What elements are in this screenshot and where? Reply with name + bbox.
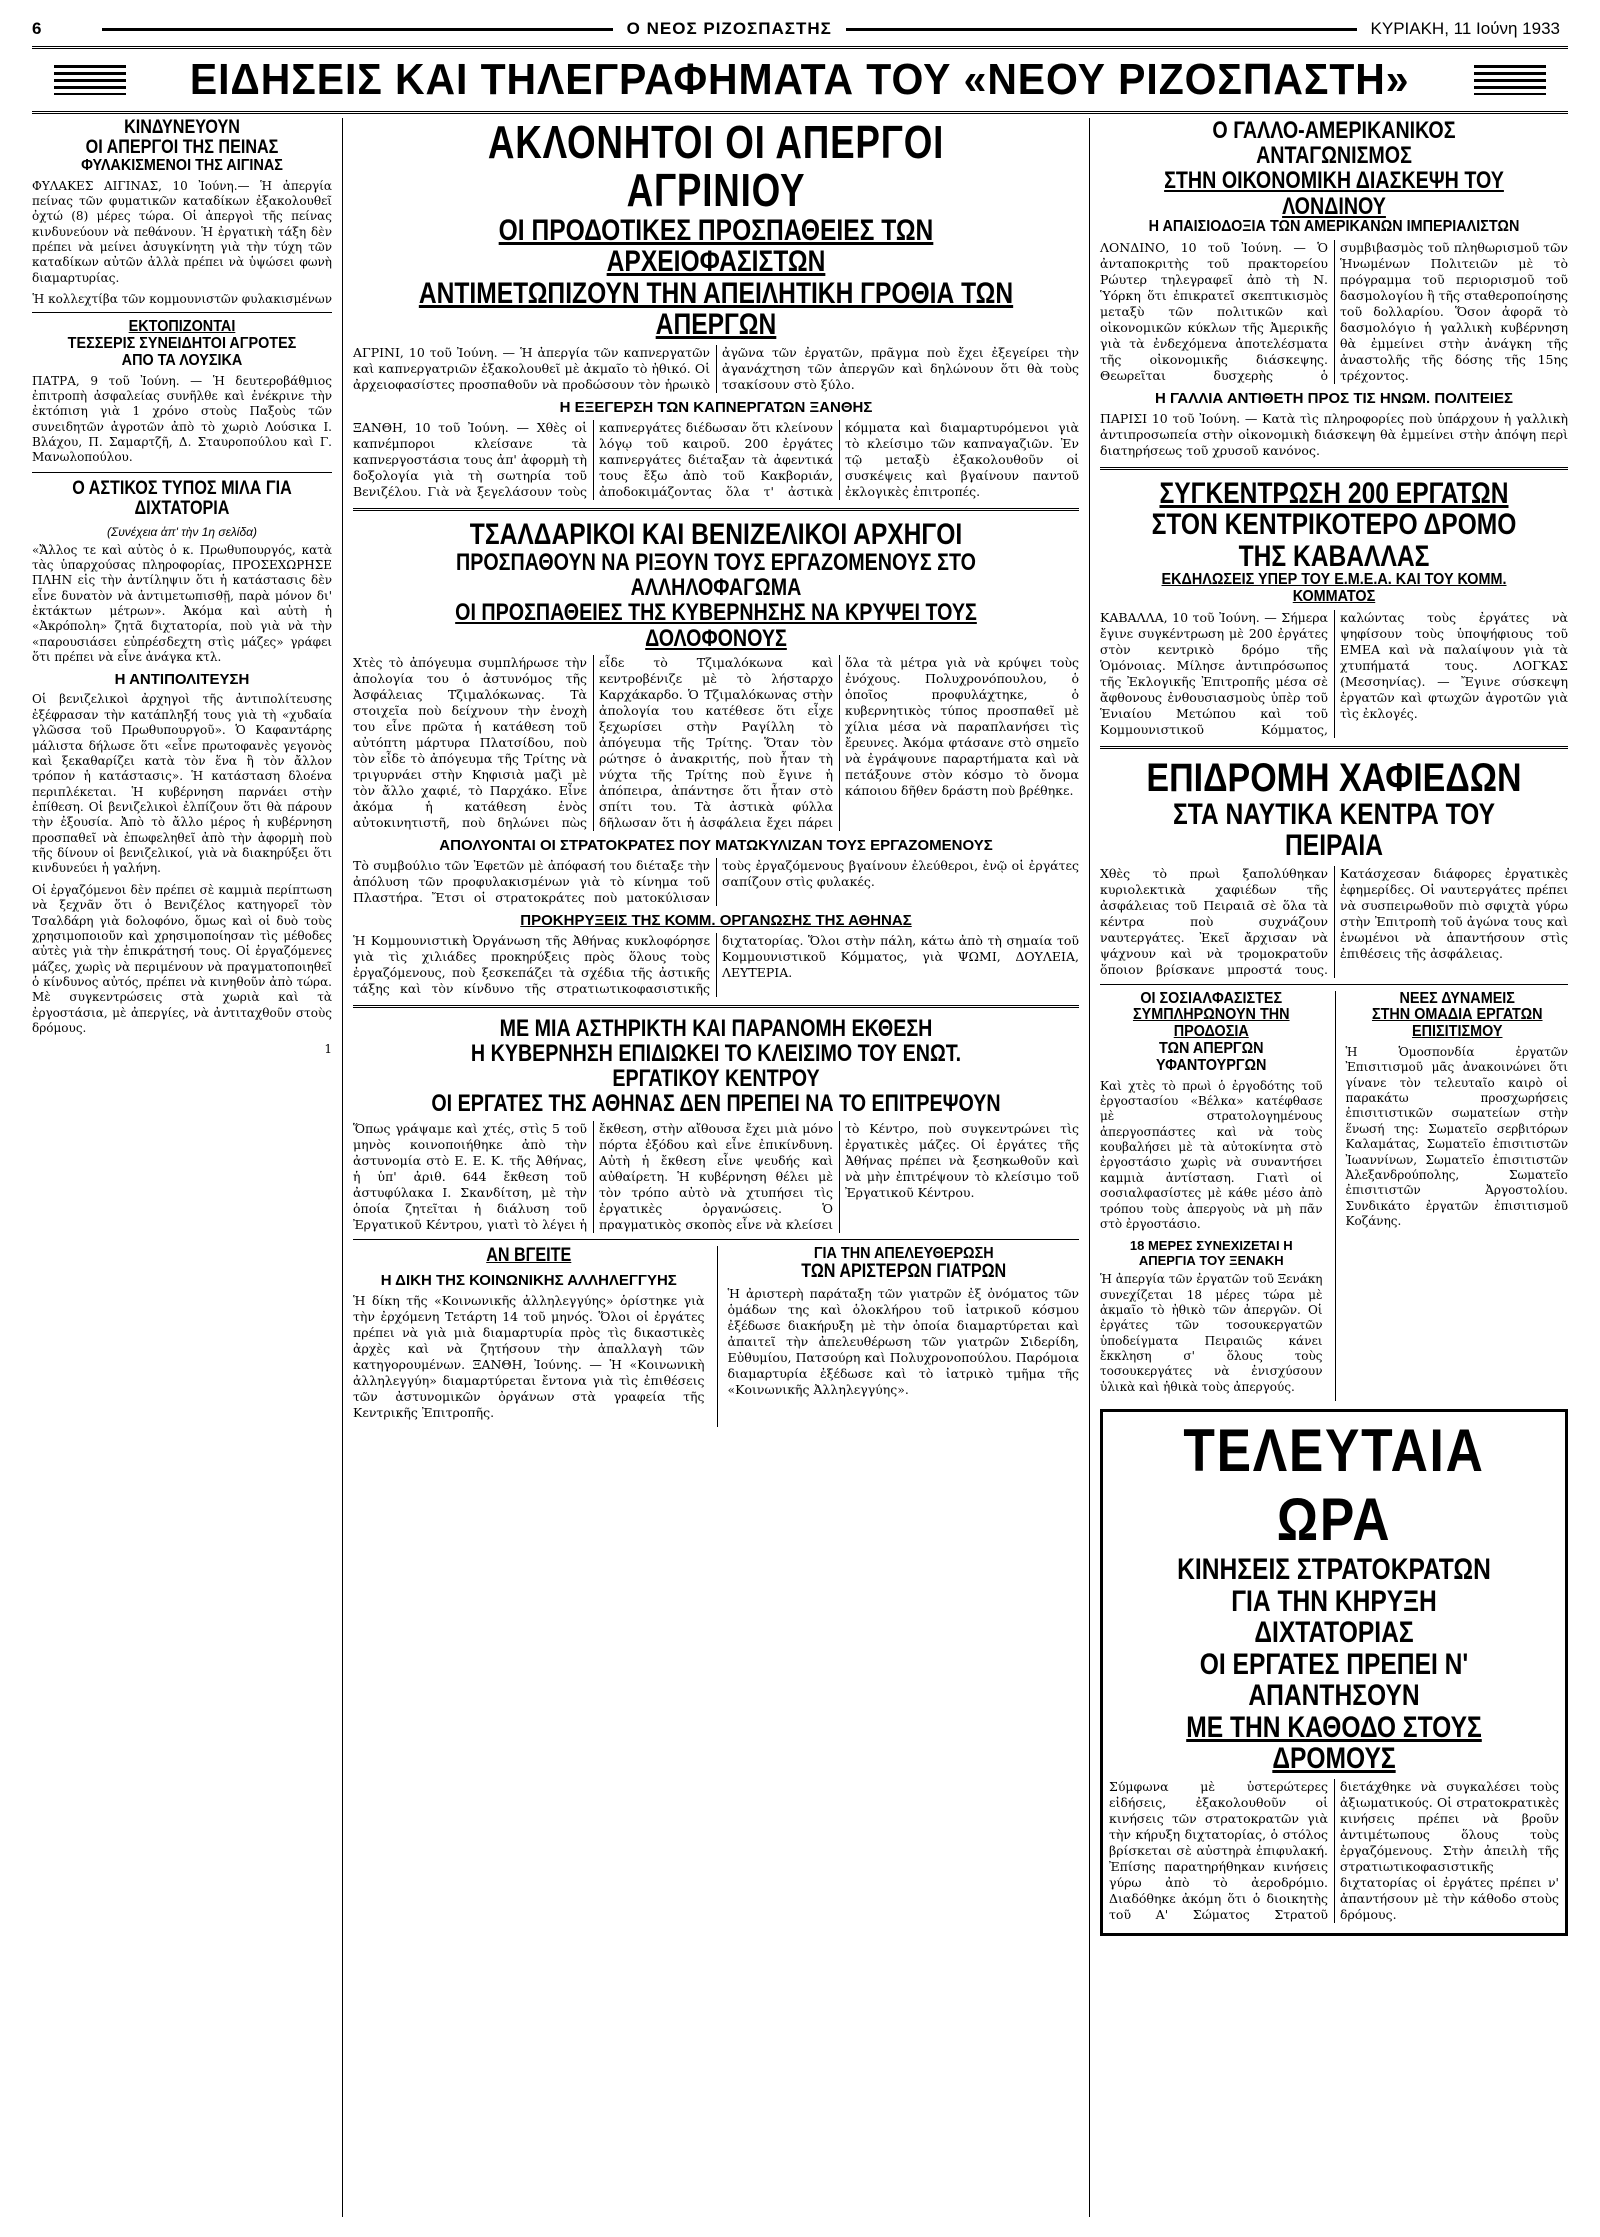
masthead-rule [846,28,1357,31]
article-police-raid [1100,757,1568,978]
article-title: Ο ΑΣΤΙΚΟΣ ΤΥΠΟΣ ΜΙΛΑ ΓΙΑ ΔΙΧΤΑΤΟΡΙΑ [72,477,292,519]
article-kavala-rally [1100,478,1568,738]
banner-bars-left [54,65,126,95]
article-new-forces [1335,991,1569,1401]
article-subtitle: ΤΩΝ ΑΡΙΣΤΕΡΩΝ ΓΙΑΤΡΩΝ [800,1261,1006,1283]
divider [353,1005,1079,1008]
article-body: Τὸ συμβούλιο τῶν Ἐφετῶν μὲ ἀπόφασή του διέταξε τὴν ἀπόλυση τῶν προφυλακισμένων γιὰ τὸ κίνημα τοῦ Πλαστήρα. Ἔτσι οἱ στρατοκράτες ποὺ ματοκύλισαν τοὺς ἐργαζόμενους βγαίνουν ἐλεύθεροι, ἐνῷ οἱ ἐργάτες σαπίζουν στὶς φυλακές. [353,857,1079,905]
masthead-bar [32,18,1568,40]
article-body: Ἡ Κομμουνιστικὴ Ὀργάνωση τῆς Ἀθήνας κυκλοφόρησε γιὰ τὶς χιλιάδες προκηρύξεις πρὸς ὅλους τοὺς ἐργαζόμενους, ποὺ ξεσκεπάζει τὰ σχέδια τῆς ἀστικῆς τάξης καὶ τὸν κίνδυνο τῆς στρατιωτικοφασιστικῆς διχτατορίας. Ὅλοι στὴν πάλη, κάτω ἀπὸ τὴ σημαία τοῦ Κομμουνιστικοῦ Κόμματος, γιὰ ΨΩΜΙ, ΔΟΥΛΕΙΑ, ΛΕΥΤΕΡΙΑ. [353,932,1079,996]
article-subtitle: ΓΙΑ ΤΗΝ ΚΗΡΥΞΗ ΔΙΧΤΑΤΟΡΙΑΣ [1231,1584,1437,1650]
article-body: Ὅπως γράψαμε καὶ χτές, στὶς 5 τοῦ μηνὸς κοινοποιήθηκε ἀπὸ τὴν ἀστυνομία στὸ Ε. Ε. Κ. τῆς Ἀθήνας, ἡ ὑπ' ἀριθ. 644 ἔκθεση τοῦ ἀστυφύλακα Ι. Σκανδίτση, μὲ τὴν ὁποία ζητεῖται ἡ διάλυση τοῦ Ἐργατικοῦ Κέντρου, γιατὶ τὸ λέγει ἡ ἔκθεση, στὴν αἴθουσα ἔχει μιὰ μόνο πόρτα ἐξόδου καὶ εἶνε ἐπικίνδυνη. Αὐτὴ ἡ ἔκθεση εἶνε ψευδής καὶ αὐθαίρετη. Ἡ κυβέρνηση θέλει μὲ τὸν τρόπο αὐτὸ νὰ χτυπήσει τὶς ἐργατικὲς ὀργανώσεις. Ὁ πραγματικὸς σκοπὸς εἶνε νὰ κλείσει τὸ Κέντρο, ποὺ συγκεντρώνει τὶς ἐργατικὲς μάζες. Οἱ ἐργάτες τῆς Ἀθήνας πρέπει νὰ ξεσηκωθοῦν καὶ νὰ μὴν ἐπιτρέψουν τὸ κλείσιμο τοῦ Ἐργατικοῦ Κέντρου. [353,1120,1079,1232]
article-subtitle: Η ΚΥΒΕΡΝΗΣΗ ΕΠΙΔΙΩΚΕΙ ΤΟ ΚΛΕΙΣΙΜΟ ΤΟΥ ΕΝΩΤ. ΕΡΓΑΤΙΚΟΥ ΚΕΝΤΡΟΥ [470,1040,962,1093]
article-body: Ἡ Ὁμοσπονδία ἐργατῶν Ἐπισιτισμοῦ μᾶς ἀνακοινώνει ὅτι γίνανε τὸν τελευταῖο καιρὸ οἱ παρακάτω προσχωρήσεις ἐπισιτιστικῶν σωματείων στὴν ἕνωσή της: Σωματεῖο σερβιτόρων Καλαμάτας, Σωματεῖο ἐπισιτιστῶν Ἰωαννίνων, Σωματεῖο ἐπισιτιστῶν Ἀλεξανδρούπολης, Σωματεῖο ἐπισιτιστῶν Ἀργοστολίου. Συνδικάτο ἐργατῶν ἐπισιτισμοῦ Κοζάνης. [1345,1045,1568,1228]
divider [1100,746,1568,749]
article-subtitle: ΣΤΑ ΝΑΥΤΙΚΑ ΚΕΝΤΡΑ ΤΟΥ ΠΕΙΡΑΙΑ [1172,797,1496,863]
continuation-note: (Συνέχεια ἀπ' τὴν 1η σελίδα) [107,524,257,539]
side-stories [1100,991,1568,1401]
article-title: ΣΥΓΚΕΝΤΡΩΣΗ 200 ΕΡΓΑΤΩΝ [1159,476,1509,510]
article-body: Ἡ ἀριστερὴ παράταξη τῶν γιατρῶν ἐξ ὀνόματος τῶν ὁμάδων της καὶ ὁλοκλήρου τοῦ ἰατρικοῦ κόσμου ἐξέδωσε διακήρυξη μὲ τὴν ὁποία διαμαρτύρεται καὶ ἀπαιτεῖ τὴν ἀπελευθέρωση τῶν γιατρῶν Σιδερίδη, Εὐθυμίου, Πατσούρη καὶ Πολυχρονοπούλου. Παρόμοια διαμαρτυρία ἐξέδωσε καὶ τὸ ἰατρικὸ τμῆμα τῆς «Κοινωνικῆς Ἀλληλεγγύης». [727,1286,1079,1398]
divider [1100,984,1568,985]
article-doctors-release [717,1246,1080,1427]
last-hour-title: ΤΕΛΕΥΤΑΙΑ ΩΡΑ [1183,1417,1485,1554]
article-social-fascists [1100,991,1323,1401]
section-heading: 18 ΜΕΡΕΣ ΣΥΝΕΧΙΖΕΤΑΙ Η ΑΠΕΡΓΙΑ ΤΟΥ ΞΕΝΑΚΗ [1129,1238,1293,1269]
article-body: ΞΑΝΘΗ, 10 τοῦ Ἰούνη. — Χθὲς οἱ καπνέμποροι κλείσανε τὰ καπνεργοστάσια τους ἀπ' ἀφορμὴ τὴ δοξολογία γιὰ τὴ σωτηρία τοῦ Βενιζέλου. Γιὰ νὰ ξεγελάσουν τοὺς καπνεργάτες διέδωσαν ὅτι κλείνουν λόγῳ τοῦ καιροῦ. 200 ἐργάτες καπνεργάτες διέταξαν τὰ ἀφεντικά τους ἔξω ἀπὸ τοῦ Κακβοριάν, ἀποδοκιμάζοντας ὅλα τ' ἀστικὰ κόμματα καὶ διαμαρτυρόμενοι γιὰ τὸ κλείσιμο τῶν καπναγαζιῶν. Ἐν τῷ μεταξὺ ἐξακολουθοῦν οἱ συσκέψεις καὶ βγαίνουν παντοῦ ἐκλογικὲς ἐπιτροπές. [353,419,1079,499]
paper-name: Ο ΝΕΟΣ ΡΙΖΟΣΠΑΣΤΗΣ [626,19,832,38]
article-body: ΦΥΛΑΚΕΣ ΑΙΓΙΝΑΣ, 10 Ἰούνη.— Ἡ ἀπεργία πείνας τῶν φυματικῶν καταδίκων ἐξακολουθεῖ ὀχτώ (8) μέρες τώρα. Οἱ ἀπεργοὶ τῆς πείνας κινδυνεύουν νὰ πεθάνουν. Ἡ ἐργατικὴ τάξη δὲν πρέπει νὰ μείνει ἀσυγκίνητη γιὰ τὴν τύχη τῶν καταδίκων αὐτῶν ἀλλὰ πρέπει νὰ ὑψώσει φωνὴ διαμαρτυρίας. [32,178,332,285]
article-kicker: ΚΙΝΔΥΝΕΥΟΥΝ [124,118,240,138]
article-subtitle: ΜΕ ΤΗΝ ΚΑΘΟΔΟ ΣΤΟΥΣ ΔΡΟΜΟΥΣ [1186,1710,1482,1776]
section-banner [32,46,1568,114]
article-exiled-farmers [32,319,332,466]
article-body: ΠΑΤΡΑ, 9 τοῦ Ἰούνη. — Ἡ δευτεροβάθμιος ἐπιτροπὴ ἀσφαλείας συνῆλθε καὶ ἐνέκρινε τὴν ἐκτόπιση γιὰ 1 χρόνο στοὺς Παξοὺς τῶν συνειδητῶν ἀγροτῶν ἀπὸ τὸ χωριὸ Λούσικα Ι. Βλάχου, Π. Σαμαρτζῆ, Δ. Σταυροπούλου καὶ Γ. Μανωλοπούλου. [32,373,332,465]
article-labour-centre [353,1016,1079,1233]
article-body: Χθὲς τὸ πρωὶ ξαπολύθηκαν κυριολεκτικὰ χαφιέδων τῆς ἀσφάλειας τοῦ Πειραιᾶ σὲ ὅλα τὰ κέντρα ποὺ συχνάζουν ναυτεργάτες. Ἐκεῖ ἄρχισαν νὰ ψάχνουν καὶ νὰ τρομοκρατοῦν ὅποιον βρίσκανε μπροστά τους. Κατάσχεσαν διάφορες ἐργατικὲς ἐφημερίδες. Οἱ ναυτεργάτες πρέπει νὰ συσπειρωθοῦν πιὸ σφιχτὰ γύρω στὴν Ἐπιτροπὴ τοῦ ἀγώνα τους καὶ ἑνωμένοι νὰ ἀπαντήσουν στὶς ἐπιθέσεις τῆς ἀσφάλειας. [1100,865,1568,977]
article-subtitle: ΟΙ ΕΡΓΑΤΕΣ ΤΗΣ ΑΘΗΝΑΣ ΔΕΝ ΠΡΕΠΕΙ ΝΑ ΤΟ ΕΠΙΤΡΕΨΟΥΝ [431,1090,1001,1118]
article-subtitle: ΣΥΜΠΛΗΡΩΝΟΥΝ ΤΗΝ ΠΡΟΔΟΣΙΑ [1132,1006,1290,1041]
right-column [1090,118,1568,2217]
page-marker: 1 [324,1042,332,1057]
left-column [32,118,343,2217]
article-body: Οἱ βενιζελικοὶ ἀρχηγοὶ τῆς ἀντιπολίτευσης ἐξέφρασαν τὴν κατάπληξή τους γιὰ τὴ «χυδαία γλῶσσα τοῦ Πρωθυπουργοῦ». Ὁ Καφαντάρης μάλιστα δήλωσε ὅτι «εἶνε πρωτοφανὲς γεγονὸς καὶ ξεκαθαρίζει κατὰ τὸν ἕνα ἢ τὸν ἄλλον τρόπον ἡ κατάστασις». Ἡ κατάσταση δλοένα περιπλέκεται. Ἡ κυβέρνηση παρνάει στὴν ἐπίθεση. Οἱ βενιζελικοὶ ἐλπίζουν ὅτι θὰ πάρουν τὴν ἐξουσία. Ἀπὸ τὸ ἄλλο μέρος ἡ κυβέρνηση προσπαθεῖ νὰ ἐπωφεληθεῖ ἀπὸ τὴν ἀφορμὴ ποὺ τῆς δίνουν οἱ βενιζελικοί, γιὰ νὰ διακηρύξει ὅτι κινδυνεύει ἡ γαλήνη. [32,692,332,876]
article-body: ΛΟΝΔΙΝΟ, 10 τοῦ Ἰούνη. — Ὁ ἀνταποκριτὴς τοῦ πρακτορείου Ρώυτερ τηλεγραφεῖ ἀπὸ τὴ Ν. Ὑόρκη ὅτι ἐπικρατεῖ σκεπτικισμὸς μεταξὺ τῶν πολιτικῶν καὶ οἰκονομικῶν κύκλων τῆς Ἀμερικῆς γιὰ τὰ ἐνδεχόμενα ἀποτελέσματα τῆς οἰκονομικῆς διάσκεψης. Θεωρεῖται δυσχερὴς ὁ συμβιβασμὸς τοῦ πληθωρισμοῦ τῶν Ἡνωμένων Πολιτειῶν μὲ τὸ πρόγραμμα τοῦ περιορισμοῦ τοῦ δασμολογίου ἢ τῆς σταθεροποίησης τοῦ δολλαρίου. Ὅσον ἀφορᾶ τὸ δασμολόγιο ἡ γαλλικὴ κυβέρνηση θὰ ἐμμείνει στὴν ἀνάγκη τῆς ἀναστολῆς τῆς δόσης τῆς 15ης τρέχοντος. [1100,239,1568,383]
article-subtitle: Η ΔΙΚΗ ΤΗΣ ΚΟΙΝΩΝΙΚΗΣ ΑΛΛΗΛΕΓΓΥΗΣ [380,1271,677,1289]
article-title: ΚΙΝΗΣΕΙΣ ΣΤΡΑΤΟΚΡΑΤΩΝ [1177,1553,1491,1587]
last-hour-box [1100,1409,1568,1936]
article-franco-american [1100,118,1568,459]
article-subtitle: ΑΠΟ ΤΑ ΛΟΥΣΙΚΑ [121,351,243,369]
article-body: Σύμφωνα μὲ ὑστερώτερες εἰδήσεις, ἐξακολουθοῦν οἱ κινήσεις τῶν στρατοκρατῶν γιὰ τὴν κήρυξη διχτατορίας, ὁ στόλος βρίσκεται σὲ αὐστηρὰ ἐπιφυλακή. Ἐπίσης παρατηρήθηκαν κινήσεις γύρω ἀπὸ τὸ ἀεροδρόμιο. Διαδόθηκε ἀκόμη ὅτι ὁ διοικητὴς τοῦ Α' Σώματος Στρατοῦ διετάχθηκε νὰ συγκαλέσει τοὺς ἀξιωματικούς. Οἱ στρατοκρατικὲς κινήσεις πρέπει νὰ βροῦν ἀντιμέτωπους ὅλους τοὺς ἐργαζόμενους. Στὴν ἀπειλὴ τῆς στρατιωτικοφασιστικῆς διχτατορίας οἱ ἐργάτες πρέπει ν' ἀπαντήσουν μὲ τὴν κάθοδο στοὺς δρόμους. [1109,1778,1559,1922]
article-body: Οἱ ἐργαζόμενοι δὲν πρέπει σὲ καμμιὰ περίπτωση νὰ ξεχνᾶν ὅτι ὁ Βενιζέλος κατηγορεῖ τὸν Τσαλδάρη γιὰ δολοφόνο, ὅμως καὶ οἱ δυὸ τοὺς χρησιμοποιοῦν καὶ χρησιμοποίησαν τὶς μέθοδες αὐτὲς γιὰ τὴν ἐπικράτησή τους. Οἱ ἐργαζόμενες μάζες, χωρὶς νὰ περιμένουν νὰ πραγματοποιηθεῖ ὁ κίνδυνος αὐτός, πρέπει νὰ κινηθοῦν ἀπὸ τώρα. Μὲ συγκεντρώσεις στὰ χωριὰ καὶ τὰ ἐργοστάσια, μὲ ἀπεργίες, νὰ ἀντιταχθοῦν στοὺς δρόμους. [32,882,332,1036]
article-body: ΚΑΒΑΛΛΑ, 10 τοῦ Ἰούνη. — Σήμερα ἔγινε συγκέντρωση μὲ 200 ἐργάτες στὸν κεντρικὸ δρόμο τῆς Ὁμόνοιας. Μίλησε ἀντιπρόσωπος τῆς Ἐκλογικῆς Ἐπιτροπῆς μέσα σὲ ἄφθονους ἐνθουσιασμοὺς ὑπὲρ τοῦ Ἑνιαίου Μετώπου καὶ τοῦ Κομμουνιστικοῦ Κόμματος, καλώντας τοὺς ἐργάτες νὰ ψηφίσουν τοὺς ὑποψήφιους τοῦ ΕΜΕΑ καὶ νὰ παλαίψουν γιὰ τὰ χτυπήματά τους. ΛΟΓΚΑΣ (Μεσσηνίας). — Ἔγινε σύσκεψη ἐργατῶν καὶ φτωχῶν ἀγροτῶν γιὰ τὶς ἐκλογές. [1100,609,1568,737]
article-title: ΟΙ ΑΠΕΡΓΟΙ ΤΗΣ ΠΕΙΝΑΣ [85,136,279,158]
article-body: Καὶ χτὲς τὸ πρωὶ ὁ ἐργοδότης τοῦ ἐργοστασίου «Βέλκα» κατέφθασε μὲ στρατολογημένους ἀπεργοσπάστες καὶ νὰ τοὺς κουβαλήσει μὲ τὰ αὐτοκίνητα στὸ ἐργοστάσιο χωρὶς νὰ συναντήσει καμμιὰ ἀντίσταση. Γιατὶ οἱ σοσιαλφασίστες μὲ κάθε μέσο ἀπὸ τρόπου τοὺς ἀπεργοὺς νὰ μὴ πᾶν στὸ ἐργοστάσιο. [1100,1078,1323,1231]
article-title: ΕΠΙΔΡΟΜΗ ΧΑΦΙΕΔΩΝ [1146,755,1522,800]
article-body: Ἡ ἀπεργία τῶν ἐργατῶν τοῦ Ξενάκη συνεχίζεται 18 μέρες τώρα μὲ ἀκμαῖο τὸ ἠθικὸ τῶν ἀπεργῶν. Οἱ ἐργάτες τῶν τοσουκεργατῶν ὑποδείγματα Πειραιῶς κάνει ἔκκληση σ' ὅλους τοὺς τοσουκεργάτες νὰ ἐνισχύσουν ὑλικὰ καὶ ἠθικὰ τοὺς ἀπεργούς. [1100,1272,1323,1394]
section-heading: Η ΑΝΤΙΠΟΛΙΤΕΥΣΗ [114,671,250,689]
article-subtitle: Η ΑΠΑΙΣΙΟΔΟΞΙΑ ΤΩΝ ΑΜΕΡΙΚΑΝΩΝ ΙΜΠΕΡΙΑΛΙΣΤΩΝ [1148,217,1520,235]
article-subtitle: ΟΙ ΕΡΓΑΤΕΣ ΠΡΕΠΕΙ Ν' ΑΠΑΝΤΗΣΟΥΝ [1199,1647,1469,1713]
section-heading: Η ΓΑΛΛΙΑ ΑΝΤΙΘΕΤΗ ΠΡΟΣ ΤΙΣ ΗΝΩΜ. ΠΟΛΙΤΕΙΕΣ [1155,389,1513,407]
divider [32,312,332,313]
article-subtitle: ΤΩΝ ΑΠΕΡΓΩΝ ΥΦΑΝΤΟΥΡΓΩΝ [1156,1040,1267,1074]
article-subtitle: ΣΤΗΝ ΟΜΑΔΙΑ ΕΡΓΑΤΩΝ ΕΠΙΣΙΤΙΣΜΟΥ [1371,1006,1543,1041]
article-subtitle: ΦΥΛΑΚΙΣΜΕΝΟΙ ΤΗΣ ΑΙΓΙΝΑΣ [81,156,283,174]
divider [1100,467,1568,470]
article-title: ΟΙ ΣΟΣΙΑΛΦΑΣΙΣΤΕΣ [1140,989,1283,1007]
article-title: ΜΕ ΜΙΑ ΑΣΤΗΡΙΚΤΗ ΚΑΙ ΠΑΡΑΝΟΜΗ ΕΚΘΕΣΗ [499,1014,933,1042]
article-title: ΤΕΣΣΕΡΙΣ ΣΥΝΕΙΔΗΤΟΙ ΑΓΡΟΤΕΣ [67,334,297,352]
article-subtitle: ΣΤΟΝ ΚΕΝΤΡΙΚΟΤΕΡΟ ΔΡΟΜΟ ΤΗΣ ΚΑΒΑΛΛΑΣ [1151,508,1517,573]
article-kicker: ΕΚΤΟΠΙΖΟΝΤΑΙ [128,318,236,336]
section-heading: Η ΕΞΕΓΕΡΣΗ ΤΩΝ ΚΑΠΝΕΡΓΑΤΩΝ ΞΑΝΘΗΣ [559,398,873,416]
article-body: ΑΓΡΙΝΙ, 10 τοῦ Ἰούνη. — Ἡ ἀπεργία τῶν καπνεργατῶν καὶ καπνεργατριῶν ἐξακολουθεῖ μὲ ἀκμαῖο τὸ ἠθικό. Οἱ ἀρχειοφασίστες προσπαθοῦν νὰ προδώσουν τὸν ἡρωικὸ ἀγῶνα τῶν ἐργατῶν, πρᾶγμα ποὺ ἔχει ἐξεγείρει τὴν ἀγανάχτηση τῶν ἀπεργῶν καὶ δηλώνουν ὅτι θὰ τοὺς τσακίσουν στὸ ξύλο. [353,344,1079,392]
divider [32,472,332,473]
article-body: Χτὲς τὸ ἀπόγευμα συμπλήρωσε τὴν ἀπολογία του ὁ ἀστυνόμος τῆς Ἀσφάλειας Τζιμαλόκωνας. Τὰ στοιχεῖα ποὺ δείχνουν τὴν ἐνοχὴ του εἶνε πρῶτα ἡ κατάθεση τοῦ αὐτόπτη μάρτυρα Πλατσίδου, ποὺ τὸν εἶδε τὸ ἀπόγευμα τῆς Τρίτης νὰ τριγυρνάει στὴν Κηφισιὰ μαζὶ μὲ τὸν ἄλλο χαφιέ, τὸ Παρχάκο. Εἶνε ἀκόμα ἡ κατάθεση ἑνὸς αὐτοκινητιστῆ, ποὺ δηλώνει πὼς εἶδε τὸ Τζιμαλόκωνα καὶ κεντροβένιζε μὲ τὸ λήσταρχο Καρχάκαρδο. Ὁ Τζιμαλόκωνας στὴν ἀπολογία του κατέθεσε ὅτι εἶχε ξεχωρίσει στὴν Ραγίλλη τὸ ἀπόγευμα τῆς Τρίτης. Ὅταν τὸν ρώτησε ὁ ἀνακριτής, ποὺ ἦταν τὴ νύχτα τῆς Τρίτης ποὺ ἔγινε ἡ ἀπόπειρα, ἀπάντησε ὅτι ἦταν στὸ σπίτι του. Τὰ ἀστικὰ φύλλα δῆλωσαν ὅτι ἡ ἀσφάλεια ἔχει πάρει ὅλα τὰ μέτρα γιὰ νὰ κρύψει τοὺς ἐνόχους. Πολυχρονόπουλου, ὁ ὁποῖος προφυλάχτηκε, ὁ κυβερνητικὸς τύπος προσπαθεῖ μὲ χίλια μέσα νὰ παραπλανήσει τὶς ἔρευνες. Ἀκόμα φτάσανε στὸ σημεῖο νὰ ἐγράψουνε παραρτήματα καὶ νὰ πετάξουνε στὸν κόσμο τὸ ὄνομα κάποιου δῆθεν δράστη ποὺ βρέθηκε. [353,654,1079,830]
issue-date: ΚΥΡΙΑΚΗ, 11 Ιούνη 1933 [1370,19,1560,38]
article-subtitle: ΑΝΤΙΜΕΤΩΠΙΖΟΥΝ ΤΗΝ ΑΠΕΙΛΗΤΙΚΗ ΓΡΟΘΙΑ ΤΩΝ ΑΠΕΡΓΩΝ [418,276,1014,342]
article-body: «Ἄλλος τε καὶ αὐτὸς ὁ κ. Πρωθυπουργός, κατὰ τὰς ὑπαρχούσας πληροφορίας, ΠΡΟΣΕΧΩΡΗΣΕ ΠΛΗΝ εἰς τὴν ἀντίληψιν ὅτι ἡ κατάστασις δὲν εἶνε δυνατὸν νὰ ἀντιμετωπισθῇ, παρὰ μόνον δι' ἐκτάκτων μέτρων». Ἀκόμα καὶ αὐτὴ ἡ «Ἀκρόπολη» ζητᾶ διχτατορία, ποὺ γιὰ νὰ τὴν «παρουσιάσει εὐπρέσδεχτη στὶς μάζες» γράφει ὅτι πρέπει νὰ εἶνε ἀνάγκα κτλ. [32,542,332,665]
page-number: 6 [32,19,42,38]
article-solidarity-trial [353,1246,705,1427]
article-body: ΠΑΡΙΣΙ 10 τοῦ Ἰούνη. — Κατὰ τὶς πληροφορίες ποὺ ὑπάρχουν ἡ γαλλικὴ ἀντιπροσωπεία στὴν οἰκονομικὴ διάσκεψη θὰ ἐμμείνει στὴν ἀπόψη περὶ διατηρήσεως τοῦ χρυσοῦ κανόνος. [1100,410,1568,458]
banner-title: ΕΙΔΗΣΕΙΣ ΚΑΙ ΤΗΛΕΓΡΑΦΗΜΑΤΑ ΤΟΥ «ΝΕΟΥ ΡΙΖΟΣΠΑΣΤΗ» [190,55,1410,104]
article-signature: Ἡ κολλεχτίβα τῶν κομμουνιστῶν φυλακισμένων [32,292,332,307]
article-subtitle: ΟΙ ΠΡΟΣΠΑΘΕΙΕΣ ΤΗΣ ΚΥΒΕΡΝΗΣΗΣ ΝΑ ΚΡΥΨΕΙ ΤΟΥΣ ΔΟΛΟΦΟΝΟΥΣ [455,599,977,652]
article-body: Ἡ δίκη τῆς «Κοινωνικῆς ἀλληλεγγύης» ὁρίστηκε γιὰ τὴν ἐρχόμενη Τετάρτη 14 τοῦ μηνός. Ὅλοι οἱ ἐργάτες πρέπει νὰ γιὰ μιὰ διαμαρτυρία πρὸς τὶς δικαστικὲς ἀρχὲς καὶ νὰ ζητήσουν τὴν ἀπαλλαγὴ τῶν κατηγορουμένων. ΞΑΝΘΗ, Ἰούνης. — Ἡ «Κοινωνικὴ ἀλληλεγγύη» διαμαρτύρεται ἔντονα γιὰ τὶς ἐπιθέσεις τῶν ἀστυνομικῶν ὀργάνων στὰ γραφεία τῆς Κεντρικῆς Ἐπιτροπῆς. [353,1292,705,1420]
article-title: ΝΕΕΣ ΔΥΝΑΜΕΙΣ [1399,989,1515,1007]
article-bourgeois-press [32,479,332,1057]
section-heading: ΑΠΟΛΥΟΝΤΑΙ ΟΙ ΣΤΡΑΤΟΚΡΑΤΕΣ ΠΟΥ ΜΑΤΩΚΥΛΙΖΑΝ ΤΟΥΣ ΕΡΓΑΖΟΜΕΝΟΥΣ [439,836,993,854]
article-subtitle: ΕΚΔΗΛΩΣΕΙΣ ΥΠΕΡ ΤΟΥ Ε.Μ.Ε.Α. ΚΑΙ ΤΟΥ ΚΟΜΜ. ΚΟΜΜΑΤΟΣ [1161,571,1507,605]
article-title: ΓΙΑ ΤΗΝ ΑΠΕΛΕΥΘΕΡΩΣΗ [813,1244,994,1262]
article-subtitle: ΠΡΟΣΠΑΘΟΥΝ ΝΑ ΡΙΞΟΥΝ ΤΟΥΣ ΕΡΓΑΖΟΜΕΝΟΥΣ ΣΤΟ ΑΛΛΗΛΟΦΑΓΩΜΑ [456,549,976,602]
article-subtitle: ΣΤΗΝ ΟΙΚΟΝΟΜΙΚΗ ΔΙΑΣΚΕΨΗ ΤΟΥ ΛΟΝΔΙΝΟΥ [1164,167,1504,220]
middle-column [343,118,1090,2217]
article-subtitle: ΟΙ ΠΡΟΔΟΤΙΚΕΣ ΠΡΟΣΠΑΘΕΙΕΣ ΤΩΝ ΑΡΧΕΙΟΦΑΣΙΣΤΩΝ [498,213,934,279]
article-title: ΑΚΛΟΝΗΤΟΙ ΟΙ ΑΠΕΡΓΟΙ ΑΓΡΙΝΙΟΥ [487,118,945,217]
divider [353,1239,1079,1240]
columns [32,118,1568,2217]
article-title: ΤΣΑΛΔΑΡΙΚΟΙ ΚΑΙ ΒΕΝΙΖΕΛΙΚΟΙ ΑΡΧΗΓΟΙ [469,517,963,551]
article-agrinio-strikers [353,118,1079,500]
masthead-rule [102,28,613,31]
section-heading: ΠΡΟΚΗΡΥΞΕΙΣ ΤΗΣ ΚΟΜΜ. ΟΡΓΑΝΩΣΗΣ ΤΗΣ ΑΘΗΝΑΣ [520,911,912,929]
article-title: Ο ΓΑΛΛΟ-ΑΜΕΡΙΚΑΝΙΚΟΣ ΑΝΤΑΓΩΝΙΣΜΟΣ [1212,118,1456,170]
bottom-stories [353,1246,1079,1427]
article-hunger-strikers [32,118,332,306]
banner-bars-right [1474,65,1546,95]
divider [353,508,1079,511]
article-party-leaders [353,519,1079,997]
article-title: ΑΝ ΒΓΕΙΤΕ [486,1244,572,1266]
